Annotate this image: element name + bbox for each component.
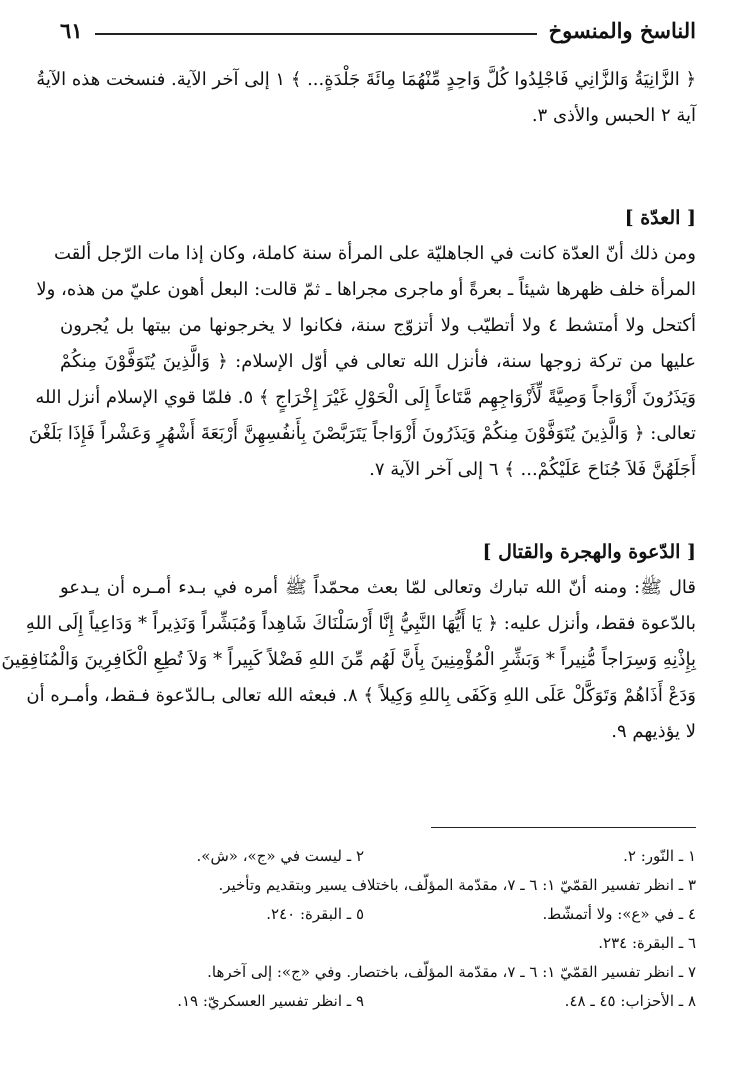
paragraph-line: تعالى: ﴿ وَالَّذِينَ يُتَوَفَّوْنَ مِنكُمْ وَيَذَرُونَ أَزْوَاجاً يَتَرَبَّصْنَ بِأَنفُسِهِنَّ أَرْبَعَةَ أَشْهُرٍ وَعَشْراً فَإِذَا بَلَغْنَ <box>28 423 696 444</box>
paragraph-line: آية ٢ الحبس والأذى ٣. <box>531 105 696 126</box>
footnote-row <box>60 842 696 871</box>
footnote: ٨ ـ الأحزاب: ٤٥ ـ ٤٨. <box>564 992 696 1010</box>
header-rule <box>95 33 537 35</box>
paragraph-line: عليها من تركة زوجها سنة، فأنزل الله تعالى في أوّل الإسلام: ﴿ وَالَّذِينَ يُتَوَفَّوْنَ مِنكُمْ <box>60 351 696 372</box>
paragraph-line: قال ﷺ: ومنه أنّ الله تبارك وتعالى لمّا بعث محمّداً ﷺ أمره في بـدء أمـره أن يـدعو <box>60 577 696 598</box>
paragraph-line: وَدَعْ أَذَاهُمْ وَتَوَكَّلْ عَلَى اللهِ وَكَفَى بِاللهِ وَكِيلاً ﴾ ٨. فبعثه الله تعالى بـالدّعوة فـقط، وأمـره أن <box>26 685 696 706</box>
footnote-separator <box>431 827 696 828</box>
paragraph-line: ومن ذلك أنّ العدّة كانت في الجاهليّة على المرأة سنة كاملة، وكان إذا مات الرّجل ألقت <box>54 243 696 264</box>
section-heading-idda: [ العدّة ] <box>624 207 696 229</box>
paragraph-line: لا يؤذيهم ٩. <box>611 721 696 742</box>
section-heading-dawa: [ الدّعوة والهجرة والقتال ] <box>482 541 696 563</box>
paragraph-line: أكتحل ولا أمتشط ٤ ولا أتطيّب ولا أتزوّج سنة، فكانوا لا يخرجونها من بيتها بل يُجرون <box>60 315 696 336</box>
paragraph-line: ﴿ الزَّانِيَةُ وَالزَّانِي فَاجْلِدُوا كُلَّ وَاحِدٍ مِّنْهُمَا مِائَةَ جَلْدَةٍ... ﴾ ١ إلى آخر الآية. فنسخت هذه الآيةُ <box>36 69 696 90</box>
page-number: ٦١ <box>60 17 83 43</box>
footnote: ١ ـ النّور: ٢. <box>623 847 696 865</box>
footnote-row <box>60 958 696 987</box>
footnote-row <box>60 900 696 929</box>
footnotes <box>60 842 696 1016</box>
footnote-row <box>60 929 696 958</box>
paragraph-line: بالدّعوة فقط، وأنزل عليه: ﴿ يَا أَيُّهَا النَّبِيُّ إِنَّا أَرْسَلْنَاكَ شَاهِداً وَمُبَشِّراً وَنَذِيراً * وَدَاعِياً إِلَى اللهِ <box>25 613 696 634</box>
paragraph-line: المرأة خلف ظهرها شيئاً ـ بعرةً أو ماجرى مجراها ـ ثمّ قالت: البعل أهون عليّ من هذه، ولا <box>36 279 696 300</box>
paragraph-line: وَيَذَرُونَ أَزْوَاجاً وَصِيَّةً لِّأَزْوَاجِهِم مَّتَاعاً إِلَى الْحَوْلِ غَيْرَ إِخْرَاجٍ ﴾ ٥. فلمّا قوي الإسلام أنزل الله <box>35 387 696 408</box>
footnote-row <box>60 987 696 1016</box>
footnote: ٢ ـ ليست في «ج»، «ش». <box>196 847 364 865</box>
footnote-row <box>60 871 696 900</box>
page-header <box>60 10 696 50</box>
page-body <box>1 62 696 750</box>
footnote: ٧ ـ انظر تفسير القمّيّ ١: ٦ ـ ٧، مقدّمة المؤلّف، باختصار. وفي «ج»: إلى آخرها. <box>207 963 696 981</box>
paragraph-line: بِإِذْنِهِ وَسِرَاجاً مُّنِيراً * وَبَشِّرِ الْمُؤْمِنِينَ بِأَنَّ لَهُم مِّنَ اللهِ فَضْلاً كَبِيراً * وَلاَ تُطِعِ الْكَافِرِينَ وَالْمُنَافِقِينَ <box>1 649 696 670</box>
footnote: ٥ ـ البقرة: ٢٤٠. <box>266 905 364 923</box>
spacer <box>60 488 696 534</box>
footnote: ٤ ـ في «ع»: ولا أتمشّط. <box>542 905 696 923</box>
paragraph-line: أَجَلَهُنَّ فَلاَ جُنَاحَ عَلَيْكُمْ... ﴾ ٦ إلى آخر الآية ٧. <box>369 459 696 480</box>
running-title: الناسخ والمنسوخ <box>548 17 696 43</box>
footnote: ٣ ـ انظر تفسير القمّيّ ١: ٦ ـ ٧، مقدّمة المؤلّف، باختلاف يسير وبتقديم وتأخير. <box>218 876 696 894</box>
spacer <box>60 134 696 200</box>
footnote: ٩ ـ انظر تفسير العسكريّ: ١٩. <box>177 992 364 1010</box>
footnote: ٦ ـ البقرة: ٢٣٤. <box>598 934 696 952</box>
